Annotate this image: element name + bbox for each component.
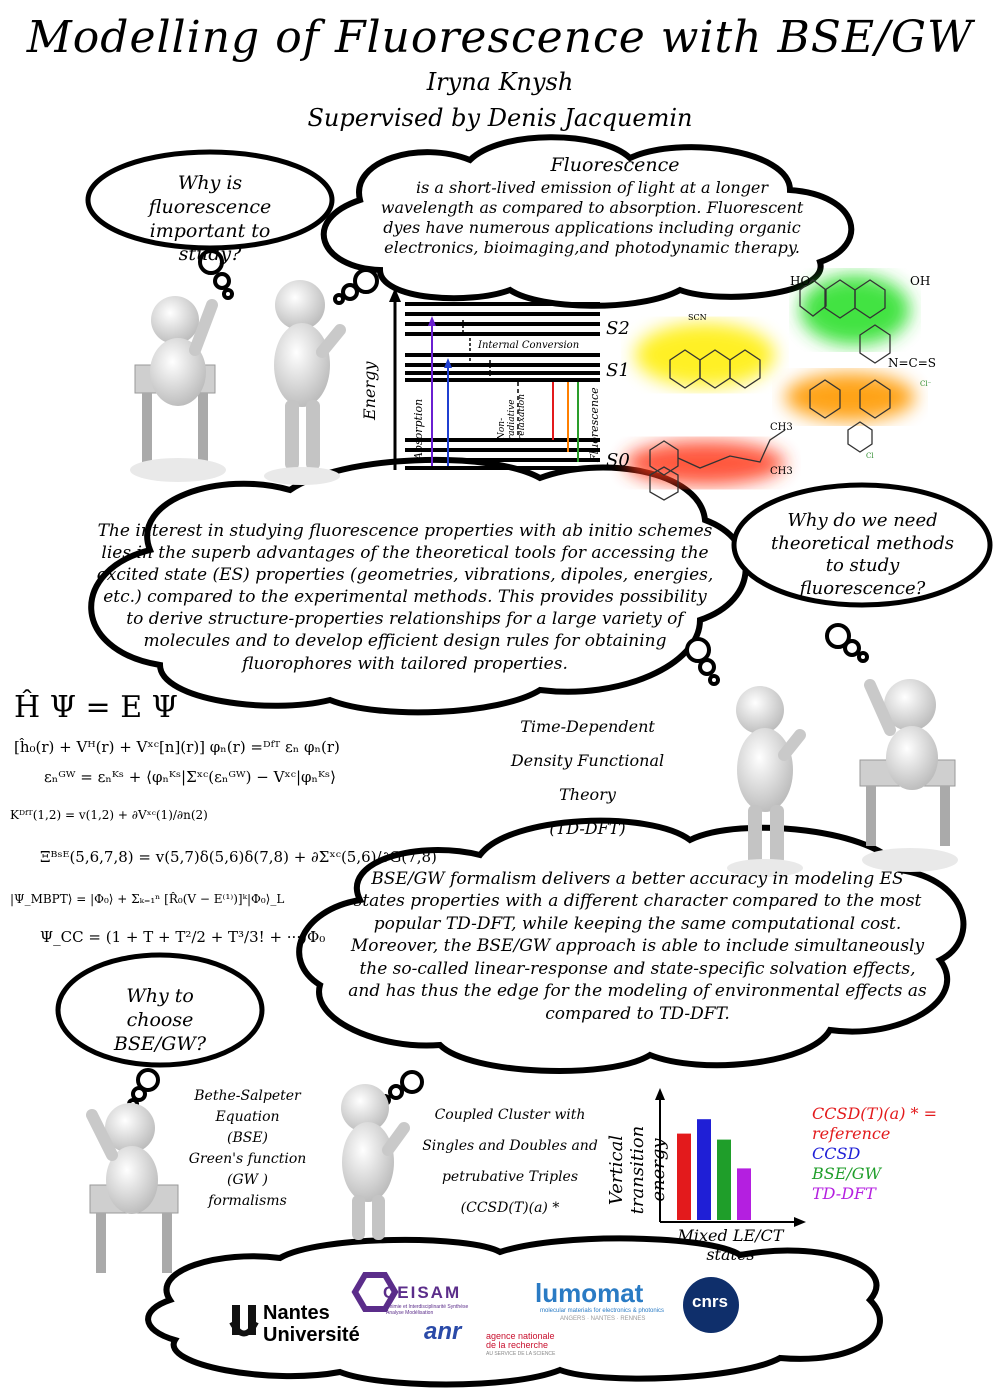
s0-label: S0 bbox=[606, 450, 630, 471]
ho-label: HO bbox=[790, 274, 811, 288]
chart-legend bbox=[812, 1104, 1000, 1204]
chart-ylabel: Vertical transition energy bbox=[606, 1125, 669, 1215]
oh-label: OH bbox=[910, 274, 931, 288]
anr-line-2: de la recherche bbox=[486, 1340, 549, 1350]
equation-cc: Ψ_CC = (1 + T + T²/2 + T³/3! + ···)Φ₀ bbox=[40, 928, 326, 946]
tddft-line-2: Density Functional Theory bbox=[510, 751, 665, 804]
lumomat-cities: ANGERS · NANTES · RENNES bbox=[560, 1316, 646, 1322]
chart-bars bbox=[677, 1119, 751, 1220]
s1-label: S1 bbox=[606, 360, 630, 381]
fluorescence-title: Fluorescence bbox=[550, 154, 680, 176]
fluorescence-label: Fluorescence bbox=[588, 387, 601, 462]
anr-line-1: agence nationale bbox=[486, 1331, 555, 1341]
bse-line-2: (BSE) bbox=[226, 1130, 269, 1146]
ch3-bottom-label: CH3 bbox=[770, 466, 793, 477]
legend-bsegw: BSE/GW bbox=[812, 1164, 882, 1183]
scn-label: SCN bbox=[688, 313, 707, 322]
why-bse-text: Why to choose BSE/GW? bbox=[113, 985, 207, 1055]
cnrs-logo: cnrs bbox=[692, 1292, 728, 1311]
interest-text: The interest in studying fluorescence properties with ab initio schemes lies in the superb advantages of the theoretical tools for accessing the excited state (ES) properties (geometries, vibrations, dipoles, energies, etc.) compared to the experimental methods. This provides possibility to derive structure-properties relationships for a large variety of molecules and to develop efficient design rules for obtaining fluorophores with tailored properties. bbox=[96, 521, 714, 674]
why-theory-text: Why do we need theoretical methods to study fluorescence? bbox=[771, 510, 954, 599]
absorption-label: Absorption bbox=[412, 398, 425, 460]
cc-line-3: petrubative Triples bbox=[441, 1169, 579, 1185]
s2-label: S2 bbox=[606, 318, 630, 339]
figure-student-2 bbox=[860, 679, 958, 872]
equation-bse: Ξᴮˢᴱ(5,6,7,8) = v(5,7)δ(5,6)δ(7,8) + ∂Σˣᶜ(5,6)/∂G(7,8) bbox=[40, 848, 437, 866]
bar-1 bbox=[697, 1119, 711, 1220]
equation-kernel: Kᴰᶠᵀ(1,2) = v(1,2) + ∂Vˣᶜ(1)/∂n(2) bbox=[10, 808, 208, 822]
author-name: Iryna Knysh bbox=[426, 68, 574, 96]
nantes-logo-line-2: Université bbox=[263, 1324, 360, 1346]
lumomat-subtitle: molecular materials for electronics & photonics bbox=[540, 1308, 665, 1314]
energy-axis-label: Energy bbox=[360, 361, 379, 420]
bse-line-4: (GW ) bbox=[227, 1172, 268, 1188]
cc-line-4: (CCSD(T)(a) * bbox=[460, 1200, 560, 1216]
tddft-line-1: Time-Dependent bbox=[520, 717, 655, 736]
bse-method-label bbox=[165, 1086, 330, 1212]
poster-title: Modelling of Fluorescence with BSE/GW bbox=[26, 12, 974, 63]
bar-0 bbox=[677, 1134, 691, 1220]
anr-logo: anr bbox=[424, 1318, 462, 1345]
cl-label: Cl bbox=[866, 452, 874, 460]
nantes-logo-line-1: Nantes bbox=[263, 1302, 330, 1324]
anr-text bbox=[486, 1332, 555, 1359]
ch3-top-label: CH3 bbox=[770, 422, 793, 433]
tddft-label bbox=[480, 710, 695, 846]
figure-student-1 bbox=[130, 296, 226, 482]
legend-ccsdt: CCSD(T)(a) * = reference bbox=[812, 1104, 938, 1143]
equation-kohn-sham: [ĥ₀(r) + Vᴴ(r) + Vˣᶜ[n](r)] φₙ(r) =ᴰᶠᵀ εₙ φₙ(r) bbox=[14, 738, 340, 756]
bar-2 bbox=[717, 1140, 731, 1220]
why-fluorescence-text: Why is fluorescence important to study? bbox=[148, 172, 272, 266]
supervisor-line: Supervised by Denis Jacquemin bbox=[307, 104, 693, 132]
equation-mbpt: |Ψ_MBPT⟩ = |Φ₀⟩ + Σₖ₌₁ⁿ [R̂₀(V − E⁽¹⁾)]ᵏ|Φ₀⟩_L bbox=[10, 892, 285, 906]
non-radiative-label: Non-radiative relaxation bbox=[497, 393, 527, 440]
tddft-line-3: (TD-DFT) bbox=[549, 819, 626, 838]
legend-ccsd: CCSD bbox=[812, 1144, 861, 1163]
bse-line-1: Bethe-Salpeter Equation bbox=[194, 1088, 301, 1125]
anr-line-3: AU SERVICE DE LA SCIENCE bbox=[486, 1351, 556, 1357]
lumomat-logo: lumomat bbox=[535, 1278, 644, 1308]
equation-schrodinger: Ĥ Ψ = E Ψ bbox=[14, 690, 178, 725]
bse-line-3: Green's function bbox=[188, 1151, 307, 1167]
bse-line-5: formalisms bbox=[208, 1193, 287, 1209]
legend-tddft: TD-DFT bbox=[812, 1184, 876, 1203]
cc-method-label bbox=[420, 1100, 600, 1224]
equation-gw: εₙᴳᵂ = εₙᴷˢ + ⟨φₙᴷˢ|Σˣᶜ(εₙᴳᵂ) − Vˣᶜ|φₙᴷˢ⟩ bbox=[44, 768, 336, 786]
cl-top-label: Cl⁻ bbox=[920, 380, 932, 388]
figure-thumbs-up-3 bbox=[341, 1084, 404, 1240]
bar-3 bbox=[737, 1168, 751, 1220]
fluorescence-definition: is a short-lived emission of light at a longer wavelength as compared to absorption. Fluorescent dyes have numerous applications including organic electronics, bioimaging,and photodynamic therapy. bbox=[380, 178, 804, 257]
cc-line-1: Coupled Cluster with bbox=[434, 1107, 586, 1123]
figure-thumbs-up-1 bbox=[264, 280, 340, 485]
cc-line-2: Singles and Doubles and bbox=[422, 1138, 598, 1154]
bse-text: BSE/GW formalism delivers a better accuracy in modeling ES states properties with a different character compared to the most popular TD-DFT, while keeping the same computational cost. Moreover, the BSE/GW approach is able to include simultaneously the so-called linear-response and state-specific solvation effects, and has thus the edge for the modeling of environmental effects as compared to TD-DFT. bbox=[348, 869, 927, 1024]
ceisam-logo: CEISAM bbox=[383, 1283, 462, 1302]
ceisam-subtitle: Chimie et Interdisciplinarité Synthèse Analyse Modélisation bbox=[386, 1304, 469, 1316]
internal-conversion-label: Internal Conversion bbox=[478, 340, 580, 351]
ncs-label: N=C=S bbox=[888, 356, 937, 370]
chart-xlabel: Mixed LE/CT states bbox=[677, 1226, 784, 1264]
nantes-logo bbox=[263, 1302, 360, 1346]
